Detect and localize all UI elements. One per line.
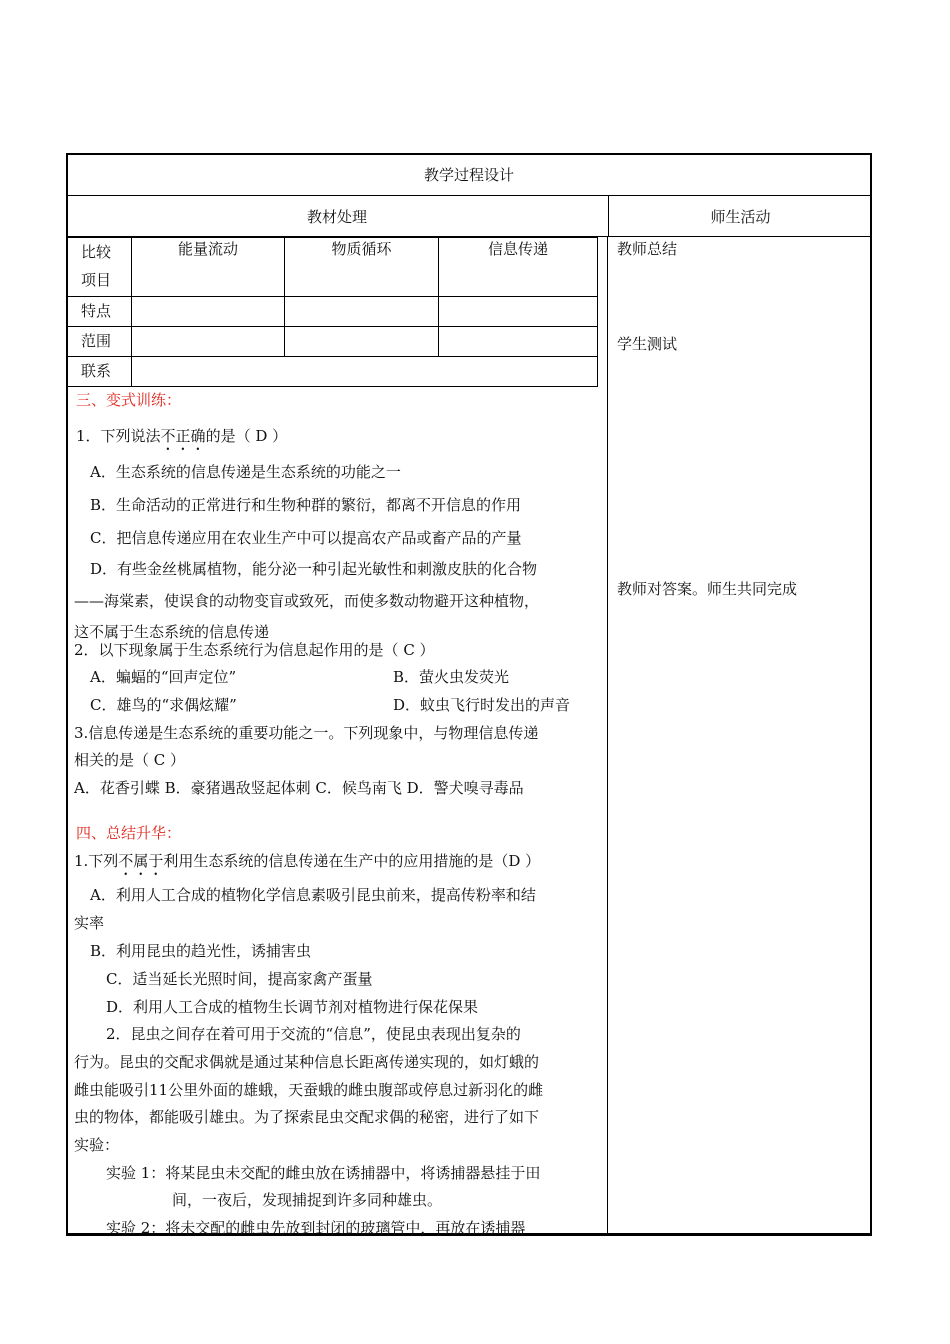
s3-q1-option: C．把信息传递应用在农业生产中可以提高农产品或畜产品的产量 [90, 529, 522, 547]
s3-q2-option: A．蝙蝠的“回声定位” [90, 668, 237, 686]
table-cell [285, 297, 439, 327]
col-header: 物质循环 [285, 238, 439, 297]
corner-line-2: 项目 [81, 271, 112, 289]
table-cell [439, 297, 598, 327]
teacher-summary-note: 教师总结 [617, 240, 678, 258]
s4-q1-option: D．利用人工合成的植物生长调节剂对植物进行保花保果 [106, 998, 479, 1016]
s4-q1-option: C．适当延长光照时间，提高家禽产蛋量 [106, 970, 373, 988]
row-label: 特点 [67, 297, 132, 327]
header-activities-text: 师生活动 [710, 207, 771, 226]
s3-q1-option: ——海棠素，使误食的动物变盲或致死，而使多数动物避开这种植物， [74, 592, 540, 610]
s4-question-2: 2．昆虫之间存在着可用于交流的“信息”，使昆虫表现出复杂的 [106, 1025, 521, 1043]
experiment-1: 间，一夜后，发现捕捉到许多同种雄虫。 [172, 1191, 443, 1209]
s3-question-3: 相关的是（ C ） [74, 751, 186, 769]
q1-text-end: 的是（ D ） [205, 427, 288, 445]
s3-q1-option: B．生命活动的正常进行和生物种群的繁衍，都离不开信息的作用 [90, 496, 522, 514]
q1-emphasis: 不正确 [160, 427, 206, 445]
s3-question-2: 2．以下现象属于生态系统行为信息起作用的是（ C ） [74, 641, 435, 659]
s3-question-1 [76, 425, 287, 454]
s3-q3-options: A．花香引蝶 B．豪猪遇敌竖起体刺 C．候鸟南飞 D．警犬嗅寻毒品 [74, 779, 524, 797]
s4-question-2: 虫的物体，都能吸引雄虫。为了探索昆虫交配求偶的秘密，进行了如下 [74, 1108, 540, 1126]
table-cell [132, 327, 285, 357]
table-title-text: 教学过程设计 [423, 165, 514, 184]
s4-q1-emphasis: 不属于 [118, 852, 164, 870]
s4-q1-text-end: 利用生态系统的信息传递在生产中的应用措施的是（D ） [163, 852, 541, 870]
comparison-table [66, 237, 598, 387]
s4-question-2: 实验： [74, 1136, 120, 1154]
column-divider [607, 237, 608, 1234]
s3-q2-option: D．蚊虫飞行时发出的声音 [393, 696, 571, 714]
table-cell [285, 327, 439, 357]
s4-question-2: 雌虫能吸引11公里外面的雄蛾，天蚕蛾的雌虫腹部或停息过新羽化的雌 [74, 1081, 544, 1099]
s3-q1-option: 这不属于生态系统的信息传递 [74, 623, 270, 641]
corner-line-1: 比较 [81, 243, 112, 261]
s3-q2-option: C．雄鸟的“求偶炫耀” [90, 696, 237, 714]
s4-question-1 [74, 850, 540, 879]
answer-check-note: 教师对答案。师生共同完成 [617, 580, 798, 598]
header-activities [609, 196, 872, 237]
q1-text: 1．下列说法 [76, 427, 161, 445]
col-header: 能量流动 [132, 238, 285, 297]
table-cell [132, 297, 285, 327]
header-materials [66, 196, 609, 237]
row-label: 联系 [67, 357, 132, 387]
col-header: 信息传递 [439, 238, 598, 297]
s3-q1-option: D．有些金丝桃属植物，能分泌一种引起光敏性和刺激皮肤的化合物 [90, 560, 538, 578]
s4-q1-text: 1.下列 [74, 852, 119, 870]
table-cell [439, 327, 598, 357]
s4-question-2: 行为。昆虫的交配求偶就是通过某种信息长距离传递实现的，如灯蛾的 [74, 1053, 540, 1071]
corner-cell [67, 238, 132, 297]
s4-q1-option: 实率 [74, 914, 105, 932]
section4-title: 四、总结升华： [76, 824, 182, 842]
student-test-note: 学生测试 [617, 335, 678, 353]
table-cell [132, 357, 598, 387]
s4-q1-option: B．利用昆虫的趋光性，诱捕害虫 [90, 942, 312, 960]
table-title [66, 153, 872, 196]
section3-title: 三、变式训练： [76, 391, 182, 409]
row-label: 范围 [67, 327, 132, 357]
header-materials-text: 教材处理 [306, 207, 367, 226]
s3-q1-option: A．生态系统的信息传递是生态系统的功能之一 [90, 463, 401, 481]
s3-q2-option: B．萤火虫发荧光 [393, 668, 510, 686]
experiment-2: 实验 2：将未交配的雌虫先放到封闭的玻璃管中，再放在诱捕器 [106, 1219, 526, 1237]
s3-question-3: 3.信息传递是生态系统的重要功能之一。下列现象中，与物理信息传递 [74, 724, 539, 742]
s4-q1-option: A．利用人工合成的植物化学信息素吸引昆虫前来，提高传粉率和结 [90, 886, 536, 904]
experiment-1: 实验 1：将某昆虫未交配的雌虫放在诱捕器中，将诱捕器悬挂于田 [106, 1164, 541, 1182]
